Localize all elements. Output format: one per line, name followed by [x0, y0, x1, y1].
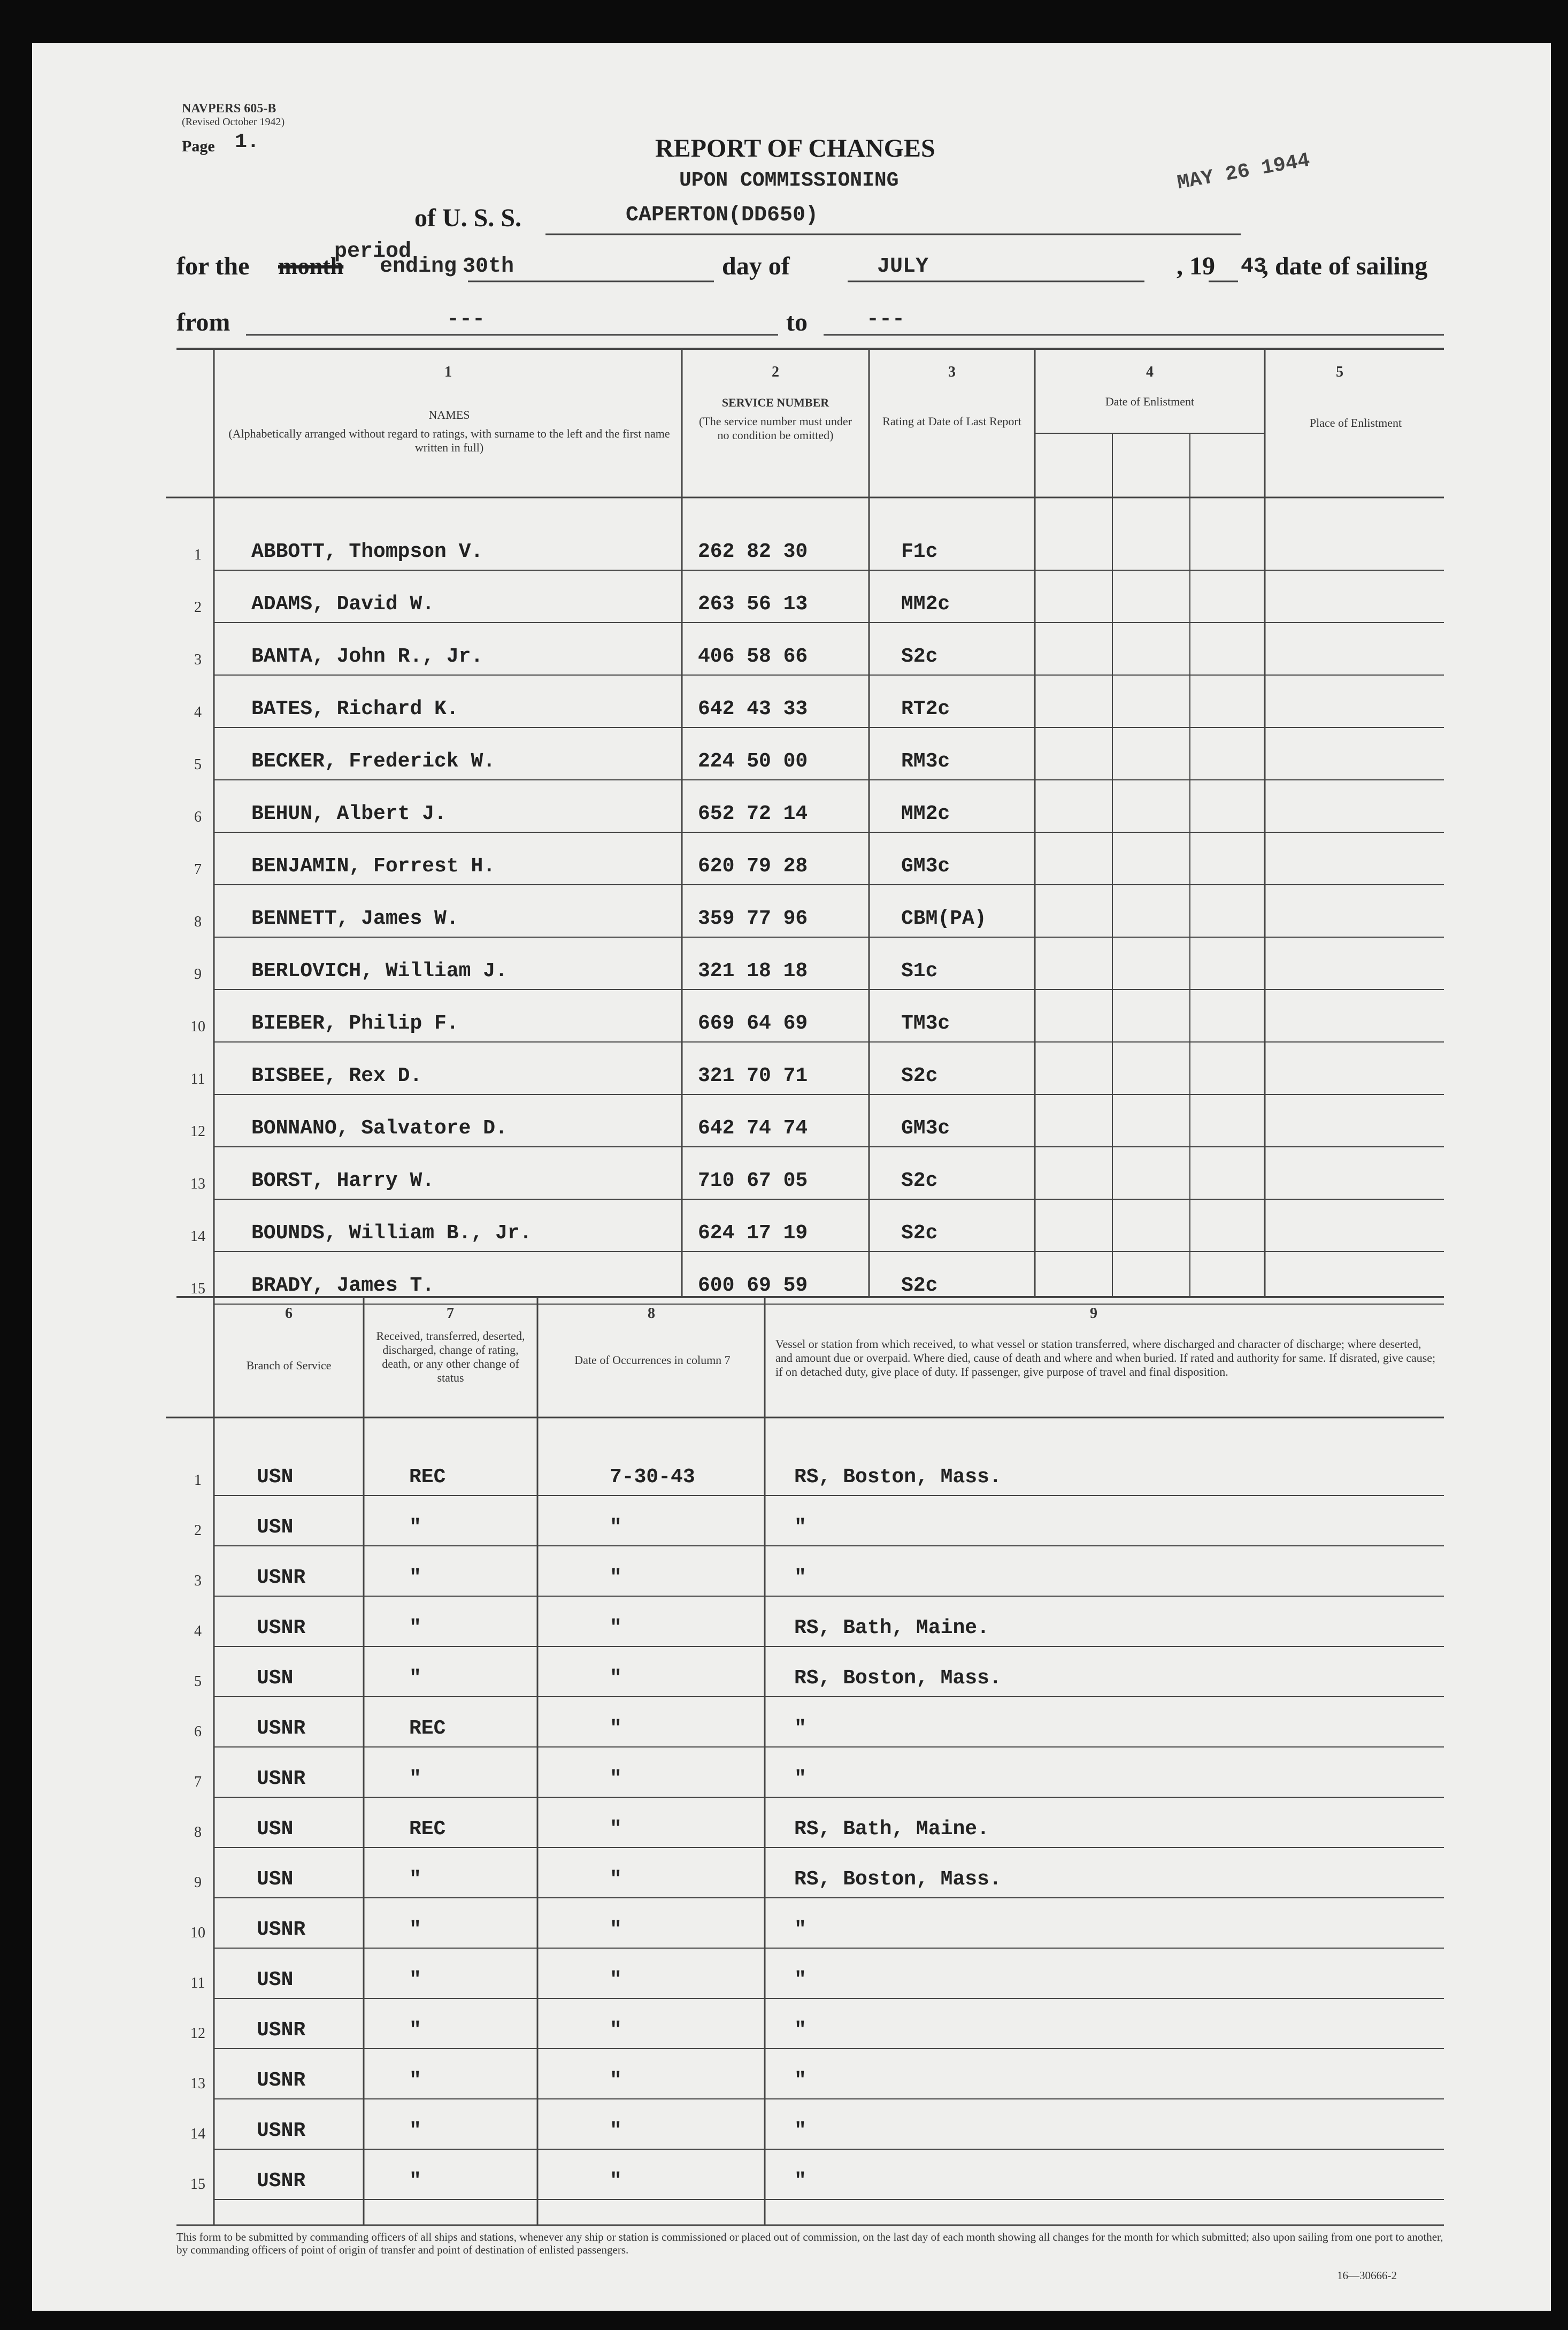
row-number: 10: [190, 1925, 205, 1941]
row-number: 1: [194, 1472, 202, 1489]
col-5-number: 5: [1336, 364, 1343, 380]
service-number: 321 70 71: [698, 1064, 808, 1087]
occurrence-date: ": [610, 1516, 622, 1539]
from-label: from: [176, 308, 230, 336]
col-6-number: 6: [285, 1305, 293, 1322]
col-3-label: Rating at Date of Last Report: [882, 415, 1021, 428]
occurrence-date: ": [610, 1918, 622, 1941]
person-name: BENNETT, James W.: [251, 907, 459, 930]
branch-of-service: USNR: [257, 1616, 306, 1639]
struck-month-word: month: [278, 253, 344, 279]
station: ": [794, 1968, 806, 1991]
col-2-note: (The service number must under no condition be omitted): [699, 415, 852, 442]
day-value: 30th: [463, 255, 514, 279]
branch-of-service: USN: [257, 1667, 294, 1690]
col-1-number: 1: [444, 364, 452, 380]
status-change: ": [409, 1968, 421, 1991]
station: RS, Boston, Mass.: [794, 1868, 1002, 1891]
service-number: 642 74 74: [698, 1117, 808, 1140]
col-8-label: Date of Occurrences in column 7: [574, 1353, 731, 1367]
station: ": [794, 1918, 806, 1941]
row-number: 12: [190, 1123, 205, 1140]
row-number: 10: [190, 1018, 205, 1035]
row-number: 15: [190, 1281, 205, 1297]
occurrence-date: ": [610, 1868, 622, 1891]
status-change: ": [409, 1516, 421, 1539]
station: ": [794, 1566, 806, 1589]
status-change: ": [409, 2019, 421, 2042]
person-name: BISBEE, Rex D.: [251, 1064, 422, 1087]
row-number: 11: [190, 1071, 205, 1087]
status-change: REC: [409, 1466, 446, 1489]
col-3-number: 3: [948, 364, 956, 380]
row-number: 2: [194, 599, 202, 616]
period-prefix: for the: [176, 252, 250, 280]
station: ": [794, 2170, 806, 2193]
branch-of-service: USN: [257, 1516, 294, 1539]
person-name: BRADY, James T.: [251, 1274, 435, 1297]
occurrence-date: ": [610, 2170, 622, 2193]
occurrence-date: ": [610, 2119, 622, 2142]
row-number: 9: [194, 966, 202, 983]
row-number: 7: [194, 1774, 202, 1790]
col-8-number: 8: [648, 1305, 655, 1322]
col-7-label: Received, transferred, deserted, discharged, change of rating, death, or any other change of status: [376, 1329, 525, 1384]
station: ": [794, 2019, 806, 2042]
station: ": [794, 1767, 806, 1790]
status-change: ": [409, 2170, 421, 2193]
status-change: ": [409, 2069, 421, 2092]
person-name: BEHUN, Albert J.: [251, 802, 447, 825]
status-change: ": [409, 1667, 421, 1690]
person-name: BERLOVICH, William J.: [251, 960, 508, 983]
status-change: REC: [409, 1717, 446, 1740]
row-number: 8: [194, 914, 202, 930]
ending-word: ending: [380, 255, 457, 279]
row-number: 14: [190, 2126, 205, 2142]
row-number: 5: [194, 756, 202, 773]
col-4-label: Date of Enlistment: [1105, 395, 1195, 408]
ship-name: CAPERTON(DD650): [626, 203, 819, 227]
rating: S2c: [901, 1169, 938, 1192]
from-value: ---: [447, 308, 486, 332]
rating: GM3c: [901, 1117, 950, 1140]
person-name: BIEBER, Philip F.: [251, 1012, 459, 1035]
col-7-number: 7: [447, 1305, 454, 1322]
person-name: BENJAMIN, Forrest H.: [251, 855, 496, 878]
station: RS, Boston, Mass.: [794, 1667, 1002, 1690]
row-number: 1: [194, 547, 202, 563]
row-number: 12: [190, 2025, 205, 2042]
branch-of-service: USNR: [257, 2119, 306, 2142]
station: ": [794, 2119, 806, 2142]
row-number: 5: [194, 1673, 202, 1690]
service-number: 224 50 00: [698, 750, 808, 773]
rating: MM2c: [901, 802, 950, 825]
col-1-note: (Alphabetically arranged without regard to ratings, with surname to the left and the first name written in full): [228, 427, 670, 454]
page-label: Page: [182, 137, 215, 155]
row-number: 14: [190, 1228, 205, 1245]
occurrence-date: ": [610, 2069, 622, 2092]
status-change: ": [409, 1918, 421, 1941]
page-title: REPORT OF CHANGES: [655, 134, 935, 163]
service-number: 600 69 59: [698, 1274, 808, 1297]
day-of-label: day of: [722, 252, 790, 280]
branch-of-service: USN: [257, 1466, 294, 1489]
status-change: ": [409, 1767, 421, 1790]
service-number: 669 64 69: [698, 1012, 808, 1035]
sailing-label: , date of sailing: [1262, 252, 1428, 280]
occurrence-date: ": [610, 1818, 622, 1841]
row-number: 9: [194, 1874, 202, 1891]
to-value: ---: [866, 308, 905, 332]
year-value: 43: [1241, 255, 1267, 279]
date-stamp: MAY 26 1944: [1175, 149, 1312, 195]
print-code: 16—30666-2: [1337, 2269, 1397, 2282]
occurrence-date: ": [610, 1767, 622, 1790]
row-number: 3: [194, 1573, 202, 1589]
person-name: BONNANO, Salvatore D.: [251, 1117, 508, 1140]
rating: CBM(PA): [901, 907, 987, 930]
branch-of-service: USN: [257, 1868, 294, 1891]
year-prefix: , 19: [1177, 252, 1215, 280]
service-number: 624 17 19: [698, 1222, 808, 1245]
month-value: JULY: [877, 255, 929, 279]
period-word: period: [334, 240, 412, 264]
row-number: 11: [190, 1975, 205, 1991]
branch-of-service: USNR: [257, 2069, 306, 2092]
status-change: ": [409, 1868, 421, 1891]
row-number: 15: [190, 2176, 205, 2193]
rating: F1c: [901, 540, 938, 563]
status-change: ": [409, 2119, 421, 2142]
col-5-label: Place of Enlistment: [1309, 416, 1402, 430]
form-revision: (Revised October 1942): [182, 116, 285, 128]
col-1-label: NAMES: [428, 408, 470, 421]
occurrence-date: ": [610, 2019, 622, 2042]
rating: S2c: [901, 1222, 938, 1245]
branch-of-service: USNR: [257, 1717, 306, 1740]
person-name: BOUNDS, William B., Jr.: [251, 1222, 532, 1245]
status-change: REC: [409, 1818, 446, 1841]
station: ": [794, 1717, 806, 1740]
service-number: 321 18 18: [698, 960, 808, 983]
footer-instructions: This form to be submitted by commanding officers of all ships and stations, whenever any ship or station is commissioned or placed out of commission, on the last day of each month showing all changes for the month for which submitted; also upon sailing from one port to another, by commanding officers of point of origin of transfer and point of destination of enlisted passengers.: [176, 2231, 1443, 2256]
station: RS, Bath, Maine.: [794, 1818, 989, 1841]
page-subtitle: UPON COMMISSIONING: [679, 169, 899, 192]
rating: S1c: [901, 960, 938, 983]
rating: TM3c: [901, 1012, 950, 1035]
station: RS, Boston, Mass.: [794, 1466, 1002, 1489]
rating: GM3c: [901, 855, 950, 878]
col-2-label: SERVICE NUMBER: [721, 396, 829, 409]
service-number: 710 67 05: [698, 1169, 808, 1192]
status-change: ": [409, 1566, 421, 1589]
service-number: 642 43 33: [698, 698, 808, 721]
col-2-number: 2: [772, 364, 779, 380]
col-9-label: Vessel or station from which received, to what vessel or station transferred, where discharged and character of discharge; where deserted, and amount due or overpaid. Where died, cause of death and where and when buried. If rated and authority for same. If disrated, give cause; if on detached duty, give place of duty. If passenger, give purpose of travel and final disposition.: [775, 1337, 1436, 1378]
row-number: 6: [194, 809, 202, 825]
person-name: BORST, Harry W.: [251, 1169, 435, 1192]
row-number: 13: [190, 2075, 205, 2092]
col-9-number: 9: [1090, 1305, 1097, 1322]
row-number: 6: [194, 1723, 202, 1740]
occurrence-date: ": [610, 1616, 622, 1639]
row-number: 4: [194, 1623, 202, 1639]
branch-of-service: USN: [257, 1818, 294, 1841]
rating: S2c: [901, 1064, 938, 1087]
service-number: 620 79 28: [698, 855, 808, 878]
rating: RT2c: [901, 698, 950, 721]
page-number: 1.: [235, 131, 259, 154]
row-number: 4: [194, 704, 202, 721]
person-name: BANTA, John R., Jr.: [251, 645, 483, 668]
station: RS, Bath, Maine.: [794, 1616, 989, 1639]
row-number: 7: [194, 861, 202, 878]
service-number: 652 72 14: [698, 802, 808, 825]
occurrence-date: ": [610, 1717, 622, 1740]
person-name: ADAMS, David W.: [251, 593, 435, 616]
to-label: to: [786, 308, 808, 336]
occurrence-date: ": [610, 1667, 622, 1690]
rating: S2c: [901, 1274, 938, 1297]
form-number: NAVPERS 605-B: [182, 102, 276, 116]
row-number: 13: [190, 1176, 205, 1192]
branch-of-service: USN: [257, 1968, 294, 1991]
ship-prefix: of U. S. S.: [414, 204, 522, 232]
service-number: 262 82 30: [698, 540, 808, 563]
station: ": [794, 2069, 806, 2092]
row-number: 3: [194, 652, 202, 668]
service-number: 406 58 66: [698, 645, 808, 668]
branch-of-service: USNR: [257, 1767, 306, 1790]
col-4-number: 4: [1146, 364, 1154, 380]
branch-of-service: USNR: [257, 1918, 306, 1941]
row-number: 8: [194, 1824, 202, 1841]
branch-of-service: USNR: [257, 2019, 306, 2042]
form-page: [32, 43, 1551, 2311]
rating: MM2c: [901, 593, 950, 616]
service-number: 263 56 13: [698, 593, 808, 616]
station: ": [794, 1516, 806, 1539]
row-number: 2: [194, 1522, 202, 1539]
occurrence-date: 7-30-43: [610, 1466, 695, 1489]
rating: S2c: [901, 645, 938, 668]
person-name: BECKER, Frederick W.: [251, 750, 496, 773]
branch-of-service: USNR: [257, 1566, 306, 1589]
branch-of-service: USNR: [257, 2170, 306, 2193]
person-name: BATES, Richard K.: [251, 698, 459, 721]
status-change: ": [409, 1616, 421, 1639]
col-6-label: Branch of Service: [246, 1359, 332, 1372]
occurrence-date: ": [610, 1566, 622, 1589]
occurrence-date: ": [610, 1968, 622, 1991]
service-number: 359 77 96: [698, 907, 808, 930]
rating: RM3c: [901, 750, 950, 773]
person-name: ABBOTT, Thompson V.: [251, 540, 483, 563]
